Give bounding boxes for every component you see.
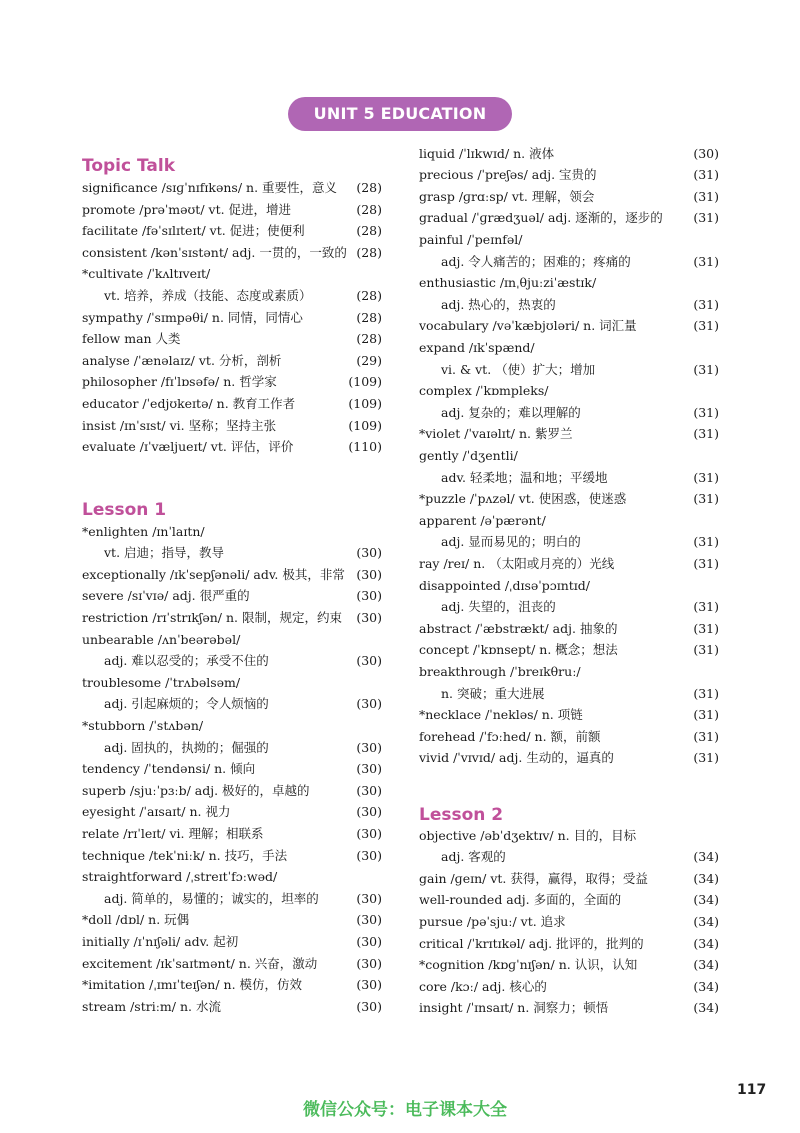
vocab-page-ref: (30) (356, 825, 382, 841)
vocab-entry (419, 997, 719, 1018)
vocab-text: objective /əbˈdʒektɪv/ n. 目的，目标 (419, 827, 637, 843)
vocab-text: educator /ˈedjʊkeɪtə/ n. 教育工作者 (82, 396, 296, 411)
vocab-entry (82, 780, 382, 801)
vocab-page-ref: (30) (693, 145, 719, 161)
vocab-entry (82, 371, 382, 392)
vocab-page-ref: (31) (693, 426, 719, 442)
vocab-text: *violet /ˈvaɪəlɪt/ n. 紫罗兰 (419, 426, 573, 442)
vocab-text: complex /ˈkɒmpleks/ (419, 383, 549, 399)
vocab-page-ref: (30) (356, 696, 382, 712)
vocab-text: stream /striːm/ n. 水流 (82, 998, 221, 1014)
vocab-page-ref: (28) (356, 244, 382, 260)
vocab-text: *necklace /ˈnekləs/ n. 项链 (419, 707, 583, 723)
vocab-page-ref: (31) (693, 599, 719, 615)
vocab-entry (419, 164, 719, 185)
vocab-text: straightforward /ˌstreɪtˈfɔːwəd/ (82, 869, 278, 885)
vocab-entry (419, 683, 719, 704)
vocab-page-ref: (31) (693, 469, 719, 485)
vocab-text: adj. 复杂的；难以理解的 (441, 404, 581, 420)
vocab-text: facilitate /fəˈsɪlɪteɪt/ vt. 促进；使便利 (82, 223, 305, 239)
vocab-entry (82, 607, 382, 628)
vocab-text: excitement /ɪkˈsaɪtmənt/ n. 兴奋，激动 (82, 955, 318, 971)
vocab-entry (419, 467, 719, 488)
vocab-entry (82, 715, 382, 736)
vocab-text: adj. 难以忍受的；承受不住的 (104, 653, 269, 669)
vocab-text: evaluate /ɪˈvæljueɪt/ vt. 评估，评价 (82, 439, 294, 455)
vocab-entry (419, 229, 719, 250)
vocab-entry (419, 359, 719, 380)
vocab-entry (82, 350, 382, 371)
vocab-entry (419, 704, 719, 725)
vocab-entry (82, 866, 382, 887)
vocab-entry (82, 585, 382, 606)
vocab-entry (82, 542, 382, 563)
vocab-text: vt. 培养，养成（技能、态度或素质） (104, 288, 312, 303)
vocab-entry (82, 629, 382, 650)
vocab-entry (419, 553, 719, 574)
vocab-entry (419, 380, 719, 401)
vocab-entry (419, 911, 719, 932)
vocab-entry (419, 402, 719, 423)
vocab-page-ref: (30) (356, 977, 382, 993)
vocab-page-ref: (31) (693, 404, 719, 420)
vocab-text: adj. 客观的 (441, 849, 506, 865)
vocab-text: gradual /ˈɡrædʒuəl/ adj. 逐渐的，逐步的 (419, 210, 663, 226)
vocab-page-ref: (34) (693, 892, 719, 908)
vocab-page-ref: (31) (693, 620, 719, 636)
vocab-text: vivid /ˈvɪvɪd/ adj. 生动的，逼真的 (419, 750, 614, 766)
vocab-entry (419, 294, 719, 315)
vocab-entry (419, 747, 719, 768)
vocab-entry (419, 889, 719, 910)
vocab-page-ref: (30) (356, 804, 382, 820)
vocab-text: adj. 显而易见的；明白的 (441, 534, 581, 550)
vocab-entry (82, 909, 382, 930)
vocab-page-ref: (31) (693, 491, 719, 507)
vocab-text: unbearable /ʌnˈbeərəbəl/ (82, 631, 241, 647)
section-heading-lesson-1: Lesson 1 (82, 500, 167, 520)
vocab-page-ref: (31) (693, 318, 719, 334)
vocab-text: adj. 热心的，热衷的 (441, 296, 556, 312)
vocab-page-ref: (31) (693, 253, 719, 269)
vocab-page-ref: (30) (356, 912, 382, 928)
vocab-text: vi. & vt. （使）扩大；增加 (441, 361, 596, 377)
vocab-page-ref: (28) (356, 201, 382, 217)
vocab-text: technique /tekˈniːk/ n. 技巧，手法 (82, 847, 288, 863)
vocab-text: gain /ɡeɪn/ vt. 获得，赢得，取得；受益 (419, 870, 648, 886)
vocab-text: adv. 轻柔地；温和地；平缓地 (441, 469, 608, 485)
vocab-page-ref: (28) (356, 180, 382, 195)
vocab-text: breakthrough /ˈbreɪkθruː/ (419, 663, 581, 679)
vocab-page-ref: (30) (356, 545, 382, 561)
vocab-entry (419, 315, 719, 336)
vocab-entry (419, 618, 719, 639)
vocab-entry (419, 596, 719, 617)
vocab-text: vt. 启迪；指导，教导 (104, 545, 225, 561)
vocab-page-ref: (28) (356, 309, 382, 325)
vocab-page-ref: (30) (356, 739, 382, 755)
vocab-entry (82, 220, 382, 241)
vocab-text: philosopher /fɪˈlɒsəfə/ n. 哲学家 (82, 374, 277, 390)
vocab-page-ref: (31) (693, 167, 719, 183)
vocab-entry (82, 888, 382, 909)
vocab-entry (82, 996, 382, 1017)
vocab-entry (82, 199, 382, 220)
vocab-entry (419, 868, 719, 889)
vocab-entry (419, 954, 719, 975)
vocab-text: *doll /dɒl/ n. 玩偶 (82, 912, 190, 928)
vocab-page-ref: (30) (356, 566, 382, 582)
vocab-entry (82, 953, 382, 974)
vocab-page-ref: (34) (693, 957, 719, 973)
vocab-text: adj. 引起麻烦的；令人烦恼的 (104, 696, 269, 712)
vocab-text: disappointed /ˌdɪsəˈpɔɪntɪd/ (419, 577, 591, 593)
vocab-entry (82, 285, 382, 306)
vocab-entry (419, 423, 719, 444)
vocab-page-ref: (30) (356, 761, 382, 777)
vocab-text: significance /sɪɡˈnɪfɪkəns/ n. 重要性，意义 (82, 180, 338, 195)
vocab-page-ref: (109) (348, 396, 382, 411)
vocab-page-ref: (28) (356, 331, 382, 347)
vocab-text: severe /sɪˈvɪə/ adj. 很严重的 (82, 588, 250, 604)
vocab-entry (419, 488, 719, 509)
vocab-text: pursue /pəˈsjuː/ vt. 追求 (419, 913, 566, 929)
vocab-text: insight /ˈɪnsaɪt/ n. 洞察力；顿悟 (419, 1000, 609, 1016)
vocab-page-ref: (109) (348, 417, 382, 433)
vocab-text: initially /ɪˈnɪʃəli/ adv. 起初 (82, 933, 239, 949)
vocab-text: precious /ˈpreʃəs/ adj. 宝贵的 (419, 167, 597, 183)
vocab-entry (82, 436, 382, 457)
vocab-page-ref: (30) (356, 890, 382, 906)
vocab-entry (82, 693, 382, 714)
vocab-page-ref: (31) (693, 534, 719, 550)
vocab-text: forehead /ˈfɔːhed/ n. 额，前额 (419, 728, 601, 744)
vocab-entry (419, 186, 719, 207)
vocab-page-ref: (30) (356, 998, 382, 1014)
vocab-text: apparent /əˈpærənt/ (419, 512, 546, 528)
vocab-page-ref: (31) (693, 728, 719, 744)
vocab-entry (419, 846, 719, 867)
vocab-entry (82, 242, 382, 263)
vocab-entry (82, 823, 382, 844)
vocab-text: concept /ˈkɒnsept/ n. 概念；想法 (419, 642, 618, 658)
vocab-text: grasp /ɡrɑːsp/ vt. 理解，领会 (419, 188, 595, 204)
vocab-text: adj. 失望的，沮丧的 (441, 599, 556, 615)
vocab-text: relate /rɪˈleɪt/ vi. 理解；相联系 (82, 825, 264, 841)
vocab-page-ref: (28) (356, 288, 382, 303)
vocab-entry (419, 510, 719, 531)
vocab-page-ref: (31) (693, 707, 719, 723)
vocab-entry (82, 672, 382, 693)
vocab-text: fellow man 人类 (82, 331, 181, 347)
vocab-entry (82, 415, 382, 436)
vocab-entry (82, 737, 382, 758)
vocab-page-ref: (31) (693, 750, 719, 766)
vocab-text: adj. 简单的，易懂的；诚实的，坦率的 (104, 890, 319, 906)
vocab-text: enthusiastic /ɪnˌθjuːziˈæstɪk/ (419, 275, 597, 291)
vocab-entry (82, 974, 382, 995)
vocab-page-ref: (34) (693, 849, 719, 865)
vocab-text: vocabulary /vəˈkæbjʊləri/ n. 词汇量 (419, 318, 637, 334)
vocab-entry (419, 639, 719, 660)
vocab-text: *cognition /kɒɡˈnɪʃən/ n. 认识，认知 (419, 957, 638, 973)
vocab-page-ref: (31) (693, 210, 719, 226)
vocab-text: tendency /ˈtendənsi/ n. 倾向 (82, 761, 256, 777)
vocab-text: superb /sjuːˈpɜːb/ adj. 极好的，卓越的 (82, 782, 310, 798)
vocab-page-ref: (30) (356, 847, 382, 863)
vocab-text: restriction /rɪˈstrɪkʃən/ n. 限制，规定，约束 (82, 609, 342, 625)
section-heading-topic-talk: Topic Talk (82, 156, 176, 176)
vocab-entry (82, 328, 382, 349)
vocab-page-ref: (34) (693, 870, 719, 886)
vocab-entry (82, 650, 382, 671)
vocab-page-ref: (30) (356, 933, 382, 949)
unit-title-banner: UNIT 5 EDUCATION (288, 97, 512, 131)
vocab-text: *stubborn /ˈstʌbən/ (82, 717, 204, 733)
vocab-text: well-rounded adj. 多面的，全面的 (419, 892, 622, 908)
vocab-entry (419, 726, 719, 747)
vocab-text: sympathy /ˈsɪmpəθi/ n. 同情，同情心 (82, 309, 303, 325)
vocab-page-ref: (30) (356, 955, 382, 971)
vocab-text: insist /ɪnˈsɪst/ vi. 坚称；坚持主张 (82, 417, 277, 433)
vocab-entry (419, 143, 719, 164)
vocab-page-ref: (34) (693, 935, 719, 951)
vocab-entry (419, 337, 719, 358)
vocab-text: painful /ˈpeɪnfəl/ (419, 231, 523, 247)
vocab-text: ray /reɪ/ n. （太阳或月亮的）光线 (419, 555, 615, 571)
vocab-entry (419, 661, 719, 682)
vocab-entry (82, 263, 382, 284)
vocab-entry (419, 933, 719, 954)
vocab-page-ref: (31) (693, 361, 719, 377)
vocab-text: adj. 固执的，执拗的；倔强的 (104, 739, 269, 755)
vocab-page-ref: (31) (693, 296, 719, 312)
vocab-entry (82, 758, 382, 779)
vocab-entry (419, 825, 719, 846)
vocab-text: troublesome /ˈtrʌbəlsəm/ (82, 674, 241, 690)
vocab-entry (419, 251, 719, 272)
vocab-entry (82, 307, 382, 328)
section-heading-lesson-2: Lesson 2 (419, 805, 504, 825)
vocab-page-ref: (34) (693, 978, 719, 994)
vocab-page-ref: (30) (356, 609, 382, 625)
vocab-text: adj. 令人痛苦的；困难的；疼痛的 (441, 253, 631, 269)
vocab-text: liquid /ˈlɪkwɪd/ n. 液体 (419, 145, 555, 161)
vocab-text: abstract /ˈæbstrækt/ adj. 抽象的 (419, 620, 618, 636)
vocab-text: core /kɔː/ adj. 核心的 (419, 978, 547, 994)
vocab-page-ref: (30) (356, 588, 382, 604)
vocab-entry (82, 564, 382, 585)
vocab-entry (82, 521, 382, 542)
vocab-page-ref: (34) (693, 1000, 719, 1016)
vocab-text: consistent /kənˈsɪstənt/ adj. 一贯的，一致的 (82, 244, 347, 260)
vocab-text: expand /ɪkˈspænd/ (419, 339, 535, 355)
vocab-page-ref: (109) (348, 374, 382, 390)
vocab-entry (82, 931, 382, 952)
vocab-page-ref: (34) (693, 913, 719, 929)
vocab-text: promote /prəˈməʊt/ vt. 促进，增进 (82, 201, 292, 217)
vocab-entry (419, 272, 719, 293)
vocab-entry (419, 531, 719, 552)
vocab-text: *enlighten /ɪnˈlaɪtn/ (82, 523, 205, 539)
vocab-text: exceptionally /ɪkˈsepʃənəli/ adv. 极其，非常 (82, 566, 345, 582)
vocab-text: critical /ˈkrɪtɪkəl/ adj. 批评的，批判的 (419, 935, 644, 951)
vocab-text: *imitation /ˌɪmɪˈteɪʃən/ n. 模仿，仿效 (82, 977, 303, 993)
vocab-text: gently /ˈdʒentli/ (419, 447, 518, 463)
footer-text: 微信公众号：电子课本大全 (303, 1100, 507, 1120)
vocab-page-ref: (31) (693, 642, 719, 658)
vocab-entry (419, 976, 719, 997)
vocab-entry (82, 177, 382, 198)
vocab-page-ref: (29) (356, 352, 382, 368)
vocab-entry (82, 801, 382, 822)
vocab-entry (419, 445, 719, 466)
vocab-entry (82, 393, 382, 414)
vocab-text: *cultivate /ˈkʌltɪveɪt/ (82, 266, 211, 282)
vocab-page-ref: (110) (348, 439, 382, 455)
vocab-entry (419, 207, 719, 228)
vocab-text: eyesight /ˈaɪsaɪt/ n. 视力 (82, 804, 231, 820)
vocab-entry (419, 575, 719, 596)
vocab-page-ref: (31) (693, 685, 719, 701)
vocab-page-ref: (31) (693, 188, 719, 204)
vocab-page-ref: (30) (356, 782, 382, 798)
vocab-text: *puzzle /ˈpʌzəl/ vt. 使困惑，使迷惑 (419, 491, 627, 507)
vocab-text: analyse /ˈænəlaɪz/ vt. 分析，剖析 (82, 352, 282, 368)
page-number: 117 (737, 1082, 767, 1098)
vocab-entry (82, 845, 382, 866)
vocab-text: n. 突破；重大进展 (441, 685, 545, 701)
vocab-page-ref: (30) (356, 653, 382, 669)
vocab-page-ref: (31) (693, 555, 719, 571)
vocab-page-ref: (28) (356, 223, 382, 239)
